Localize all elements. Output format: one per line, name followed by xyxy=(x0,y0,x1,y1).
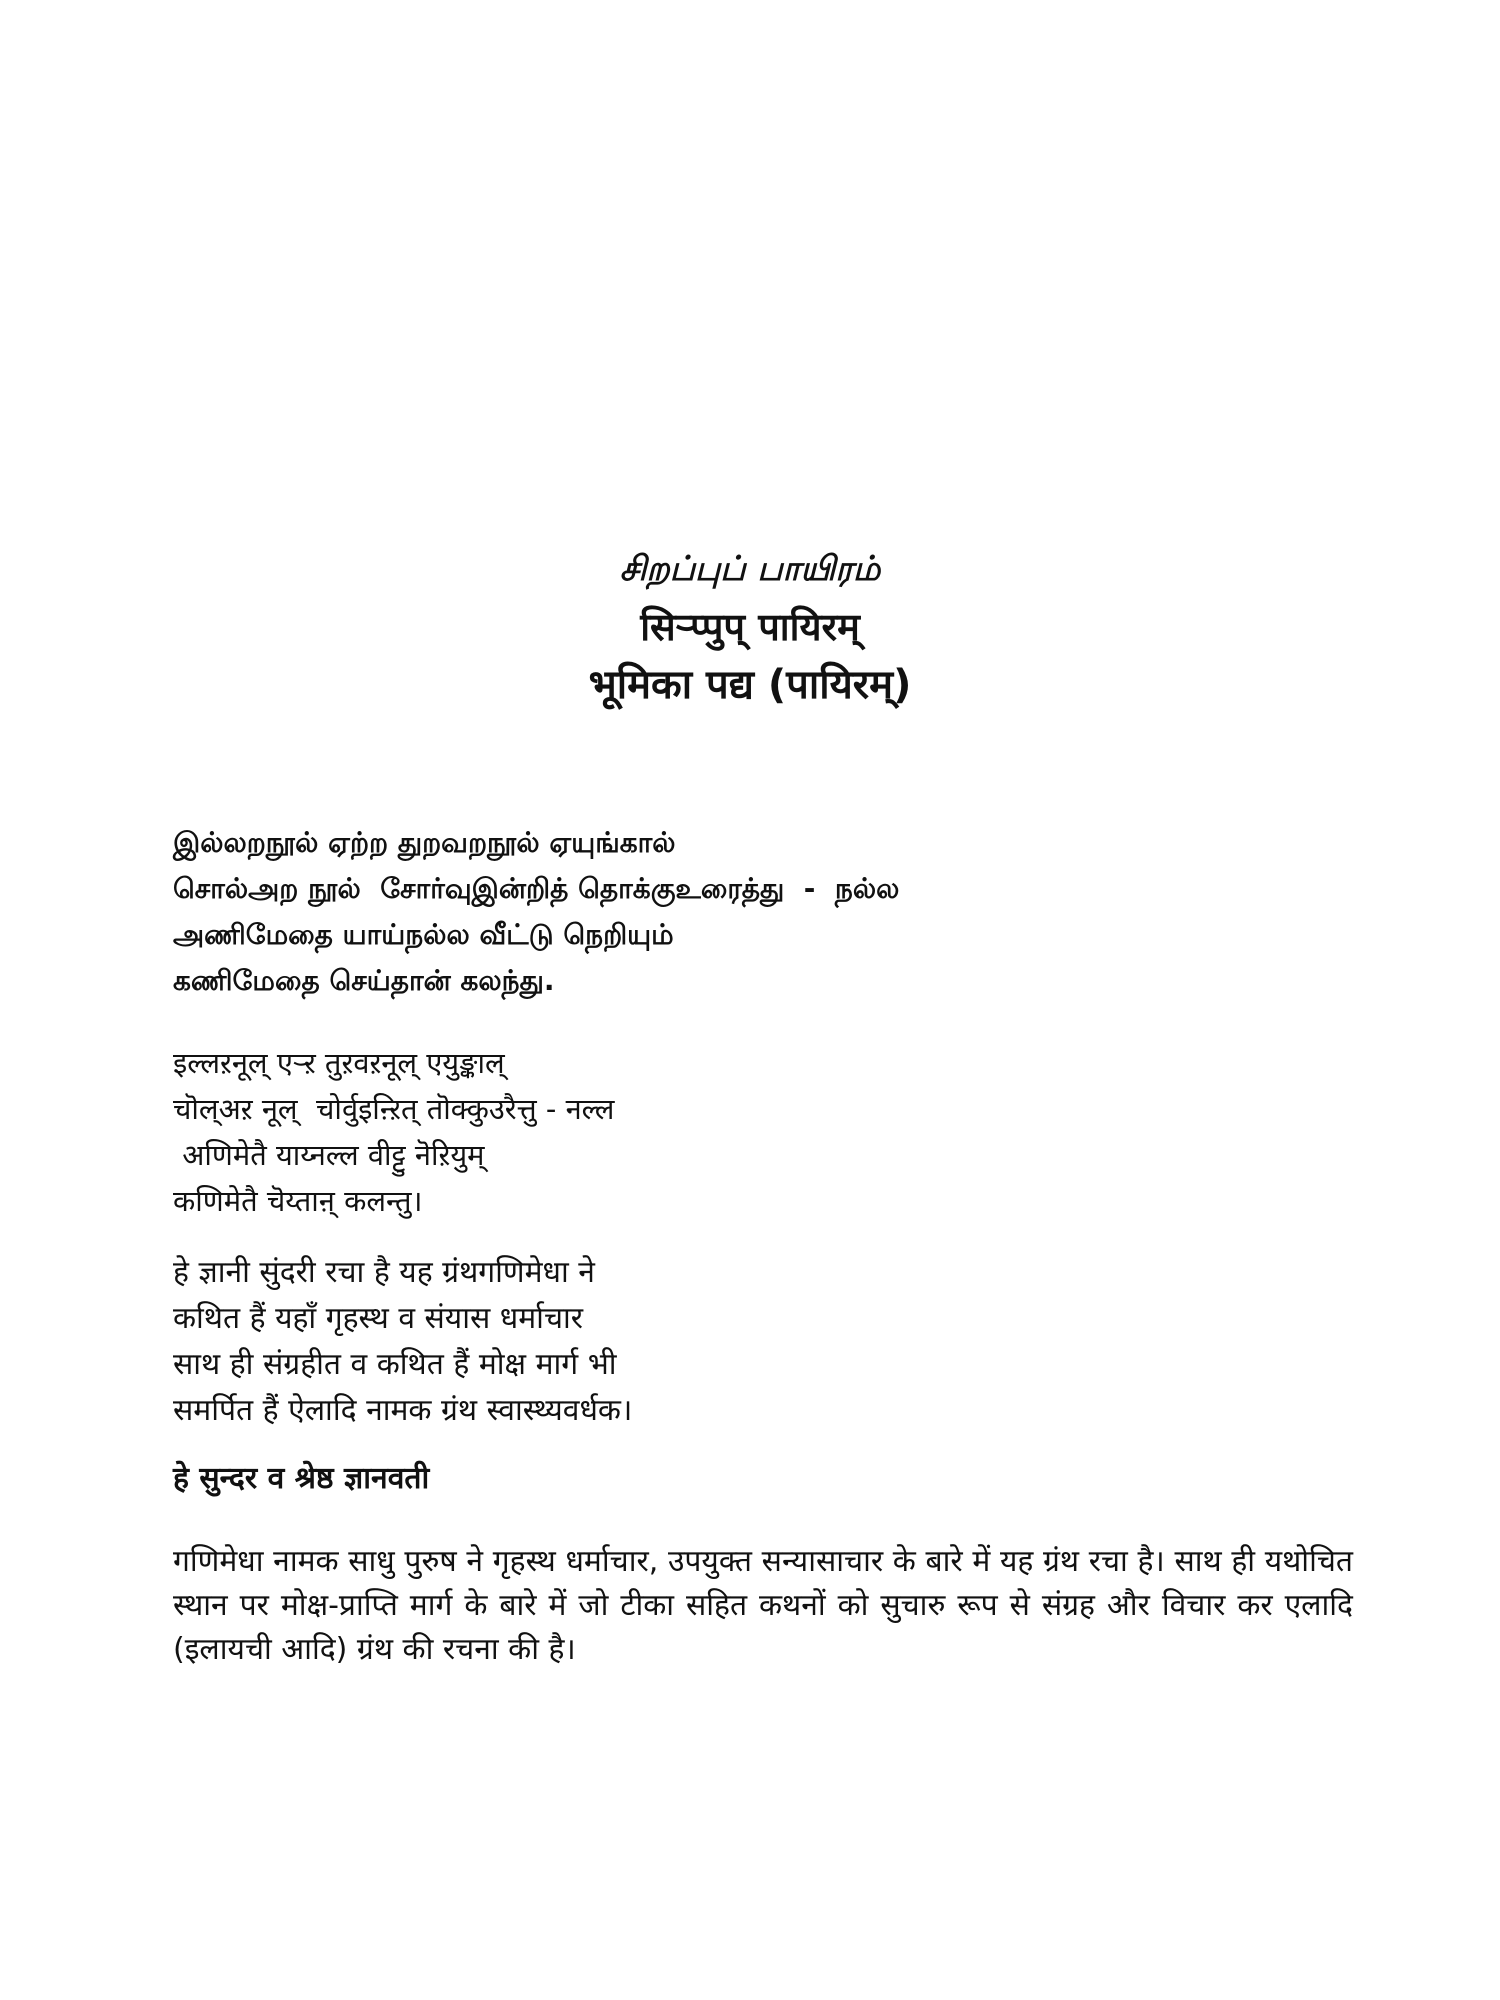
tamil-verse-line: இல்லறநூல் ஏற்ற துறவறநூல் ஏயுங்கால் xyxy=(173,826,676,859)
hindi-verse xyxy=(173,1250,1353,1434)
section-heading-block xyxy=(173,1456,1353,1502)
tamil-verse-line: கணிமேதை செய்தான் கலந்து. xyxy=(173,964,555,997)
hindi-verse-line: कथित हैं यहाँ गृहस्थ व संयास धर्माचार xyxy=(173,1301,584,1336)
tamil-verse-line: சொல்அற நூல் சோர்வுஇன்றித் தொக்குஉரைத்து - நல்ல xyxy=(173,872,900,905)
transliterated-verse xyxy=(173,1040,1353,1224)
transliterated-verse-line: इल्लऱनूल् एऱ्ऱ तुऱवऱनूल् एयुङ्काल् xyxy=(173,1046,505,1080)
title-tamil: சிறப்புப் பாயிரம் xyxy=(619,549,881,589)
transliterated-verse-line: चॊल्अऱ नूल् चोर्वुइऩ्ऱित् तॊक्कुउरैत्तु - नल्ल xyxy=(173,1092,615,1126)
hindi-verse-line: साथ ही संग्रहीत व कथित हैं मोक्ष मार्ग भी xyxy=(173,1347,617,1382)
tamil-verse xyxy=(173,820,1353,1004)
explanation-paragraph: गणिमेधा नामक साधु पुरुष ने गृहस्थ धर्माचार, उपयुक्त सन्यासाचार के बारे में यह ग्रंथ रचा है। साथ ही यथोचित स्थान पर मोक्ष-प्राप्ति मार्ग के बारे में जो टीका सहित कथनों को सुचारु रूप से संग्रह और विचार कर एलादि (इलायची आदि) ग्रंथ की रचना की है। xyxy=(173,1544,1353,1667)
section-heading: हे सुन्दर व श्रेष्ठ ज्ञानवती xyxy=(173,1461,430,1496)
explanation-block xyxy=(173,1540,1353,1672)
hindi-verse-line: समर्पित हैं ऐलादि नामक ग्रंथ स्वास्थ्यवर्धक। xyxy=(173,1393,633,1428)
hindi-verse-line: हे ज्ञानी सुंदरी रचा है यह ग्रंथगणिमेधा ने xyxy=(173,1255,595,1290)
tamil-verse-line: அணிமேதை யாய்நல்ல வீட்டு நெறியும் xyxy=(173,918,674,951)
title-block xyxy=(0,540,1500,714)
transliterated-verse-line: अणिमेतै याय्नल्ल वीट्टु नॆऱियुम् xyxy=(173,1138,485,1172)
title-hindi: भूमिका पद्य (पायिरम्) xyxy=(588,662,912,708)
title-transliteration: सिऱ्प्पुप् पायिरम् xyxy=(640,605,860,649)
transliterated-verse-line: कणिमेतै चॆय्ताऩ् कलन्तु। xyxy=(173,1184,423,1218)
